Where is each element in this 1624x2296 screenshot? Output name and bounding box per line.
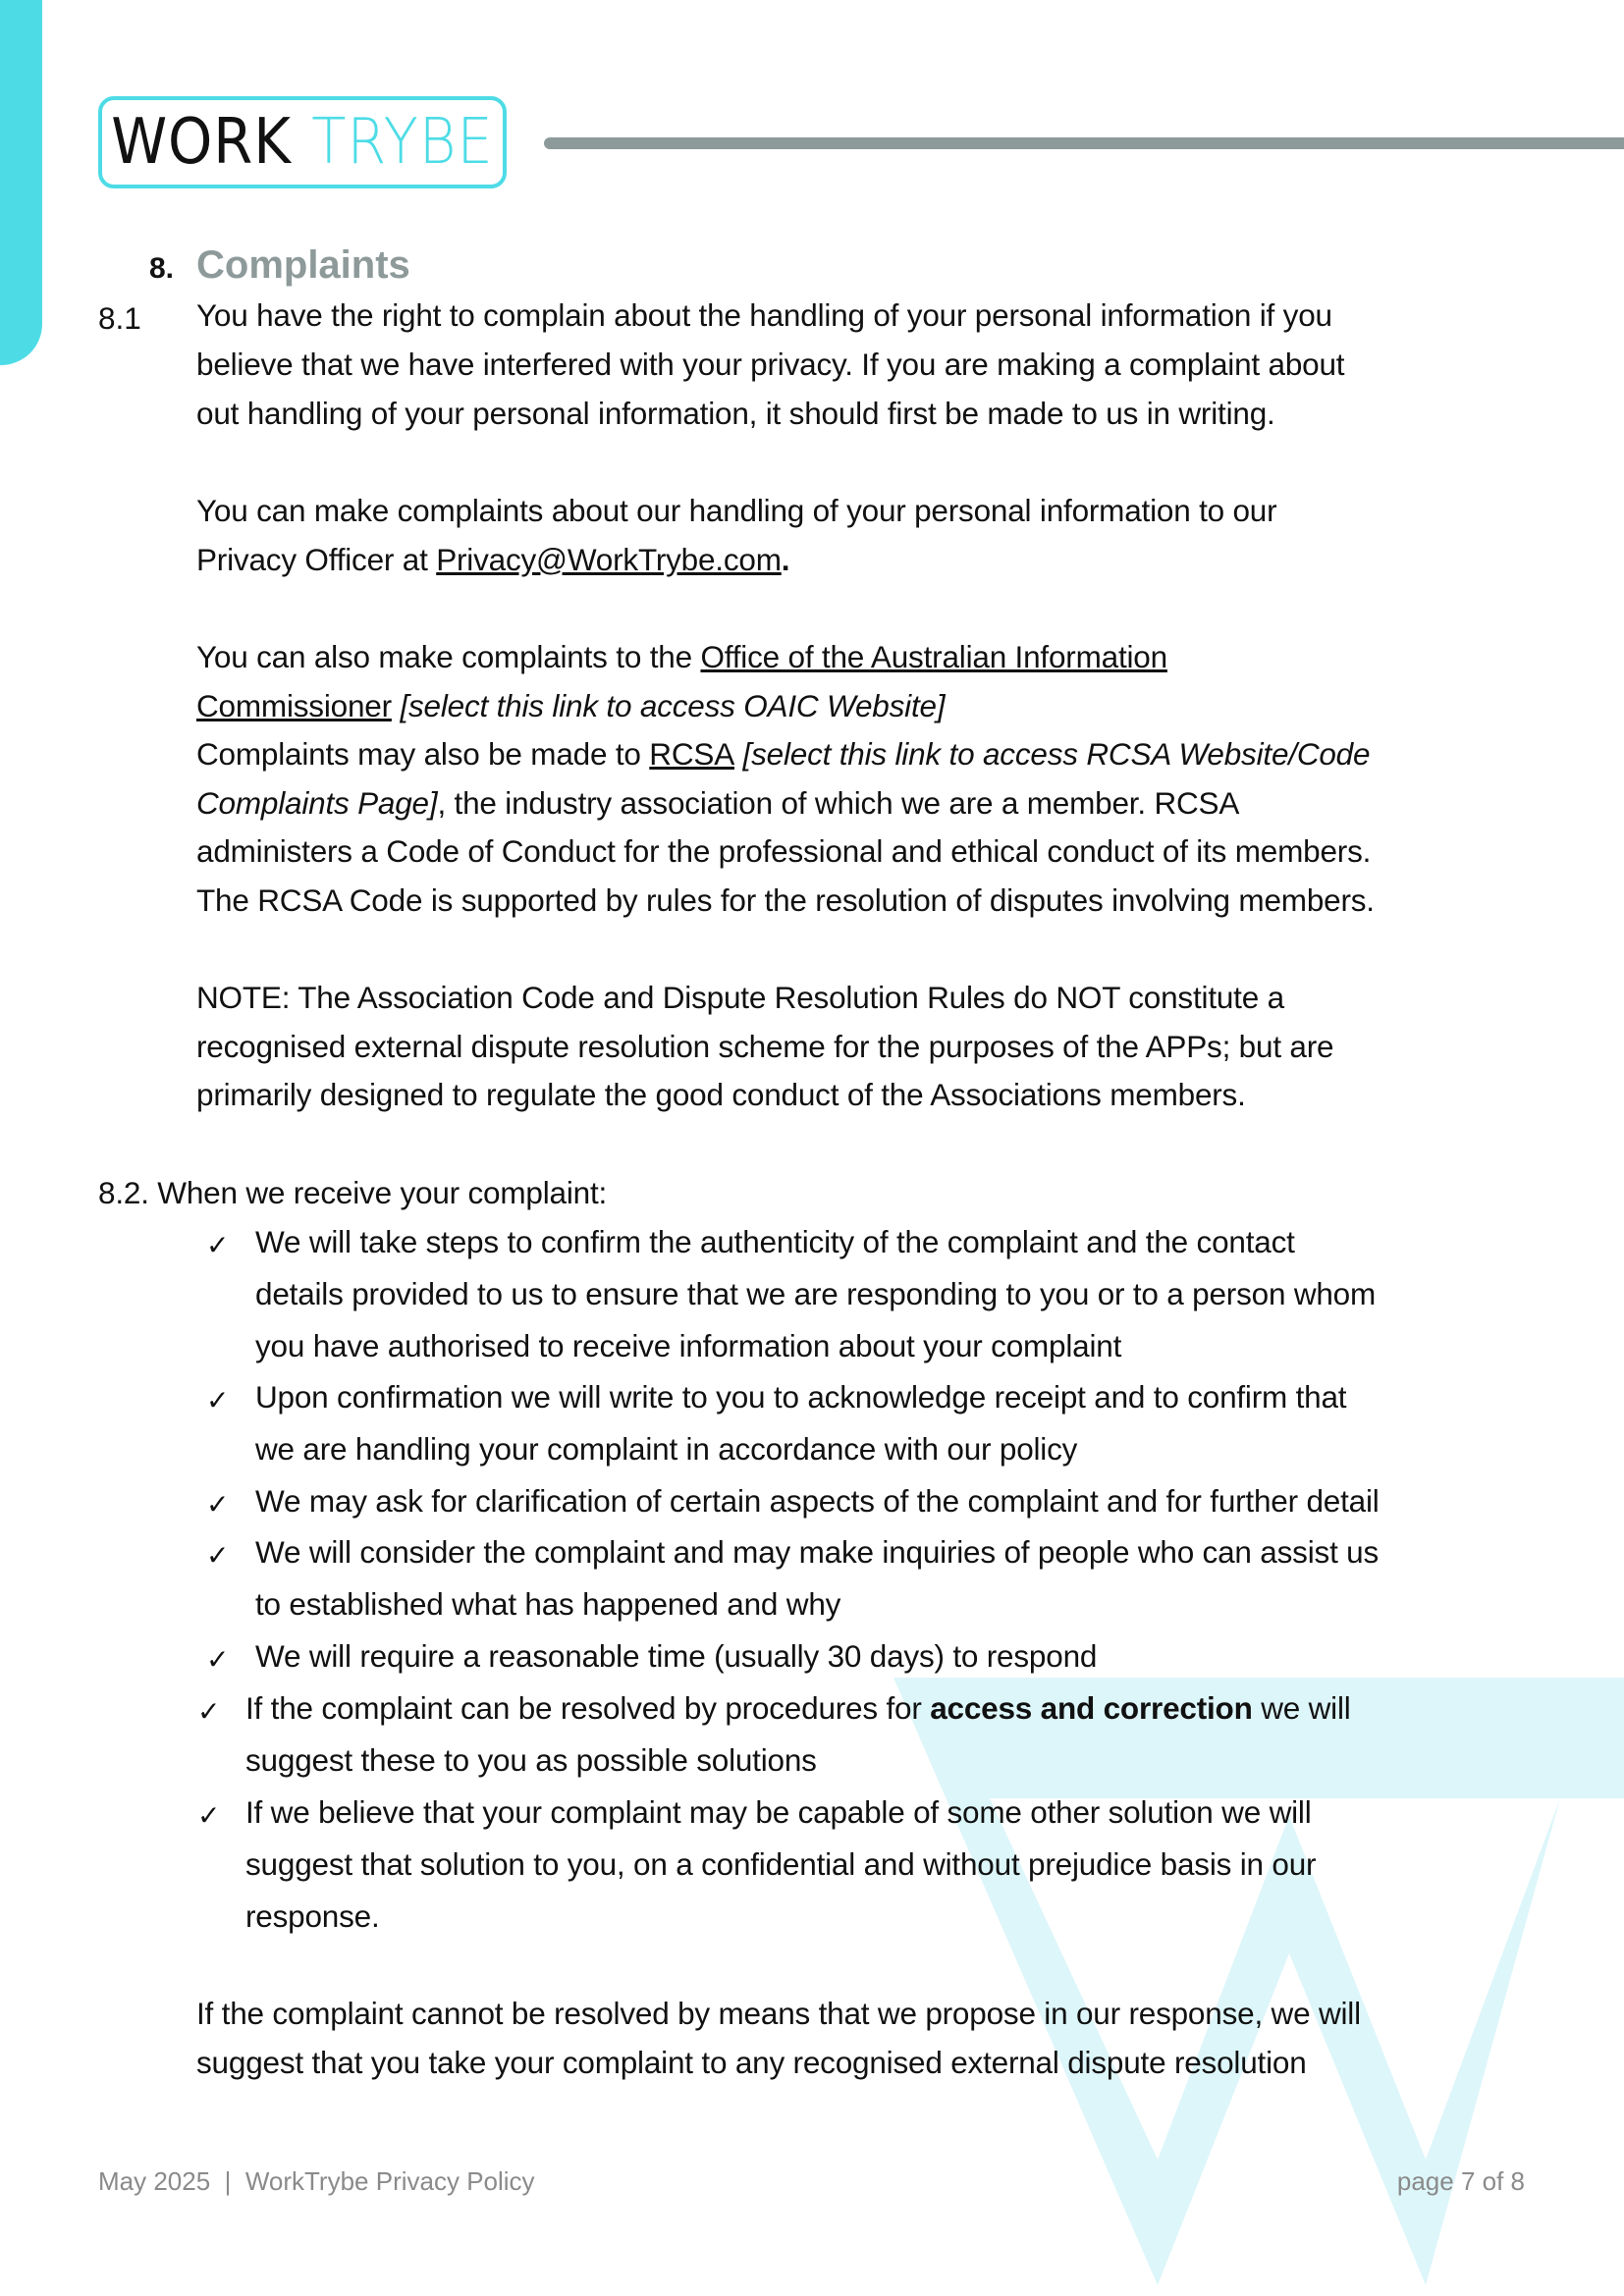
checkmark-icon: ✓ [206,1230,230,1260]
bullet-line [245,1690,1351,1726]
paragraph-line: You can make complaints about our handling of your personal information to our [196,493,1277,528]
bullet-line: response. [245,1898,380,1934]
paragraph-line: The RCSA Code is supported by rules for the resolution of disputes involving members. [196,882,1375,918]
text: You can also make complaints to the [196,639,701,674]
closing-line: suggest that you take your complaint to any recognised external dispute resolution [196,2045,1307,2080]
paragraph-line [196,542,790,577]
bullet-line: suggest that solution to you, on a confidential and without prejudice basis in our [245,1846,1317,1882]
note-line: recognised external dispute resolution scheme for the purposes of the APPs; but are [196,1029,1334,1064]
logo-trybe-text: TRYBE [311,106,494,179]
note-line: NOTE: The Association Code and Dispute Resolution Rules do NOT constitute a [196,980,1284,1015]
bullet-line: details provided to us to ensure that we are responding to you or to a person whom [255,1276,1377,1311]
checkmark-icon: ✓ [206,1489,230,1520]
bullet-line: we are handling your complaint in accordance with our policy [255,1431,1078,1467]
clause-number-8-1: 8.1 [98,300,141,336]
bullet-line: We will require a reasonable time (usually 30 days) to respond [255,1638,1098,1674]
rcsa-link[interactable]: RCSA [649,736,734,772]
note-line: primarily designed to regulate the good conduct of the Associations members. [196,1077,1246,1112]
text: we will [1252,1690,1351,1726]
paragraph-line [196,785,1240,821]
text: Complaints may also be made to [196,736,650,772]
bullet-line: you have authorised to receive information about your complaint [255,1328,1122,1363]
page-number: page 7 of 8 [1396,2166,1525,2196]
paragraph-line: out handling of your personal information, it should first be made to us in writing. [196,396,1275,431]
text: [select this link to access [734,736,1087,772]
oaic-link[interactable]: Commissioner [196,688,392,723]
bullet-line: We will consider the complaint and may make inquiries of people who can assist us [255,1534,1380,1570]
text: Privacy Officer at [196,542,437,577]
checkmark-icon: ✓ [206,1540,230,1571]
oaic-link[interactable]: Office of the Australian Information [700,639,1167,674]
paragraph-line: believe that we have interfered with your privacy. If you are making a complaint about [196,347,1345,382]
privacy-email-link[interactable]: Privacy@WorkTrybe.com [436,542,782,577]
bullet-line: Upon confirmation we will write to you to acknowledge receipt and to confirm that [255,1379,1347,1415]
closing-line: If the complaint cannot be resolved by means that we propose in our response, we will [196,1996,1361,2031]
paragraph-line: administers a Code of Conduct for the professional and ethical conduct of its members. [196,833,1372,869]
bullet-line: If we believe that your complaint may be capable of some other solution we will [245,1794,1312,1830]
header-rule [544,137,1624,149]
logo-work-text: WORK [111,106,292,179]
paragraph-line: You have the right to complain about the handling of your personal information if you [196,297,1332,333]
text: Complaints Page] [196,785,438,821]
bullet-line: to established what has happened and why [255,1586,841,1622]
text: [select this link to access [391,688,744,723]
bullet-line: We may ask for clarification of certain aspects of the complaint and for further detail [255,1483,1380,1519]
footer-left: May 2025 | WorkTrybe Privacy Policy [98,2166,535,2196]
section-title: Complaints [196,243,410,287]
paragraph-line [196,736,1371,772]
checkmark-icon: ✓ [197,1696,221,1727]
checkmark-icon: ✓ [197,1800,221,1831]
text: OAIC Website] [743,688,946,723]
bold-text: access and correction [930,1690,1253,1726]
section-number: 8. [149,252,175,285]
bullet-line: suggest these to you as possible solutions [245,1742,817,1778]
clause-8-2-intro: 8.2. When we receive your complaint: [98,1175,608,1210]
text: If the complaint can be resolved by procedures for [245,1690,931,1726]
text: , the industry association of which we are a member. RCSA [437,785,1240,821]
checkmark-icon: ✓ [206,1385,230,1415]
paragraph-line [196,688,946,723]
text: RCSA Website/Code [1086,736,1371,772]
paragraph-line [196,639,1167,674]
text: . [781,542,790,577]
bullet-line: We will take steps to confirm the authenticity of the complaint and the contact [255,1224,1295,1259]
worktrybe-logo [98,96,507,188]
checkmark-icon: ✓ [206,1644,230,1675]
